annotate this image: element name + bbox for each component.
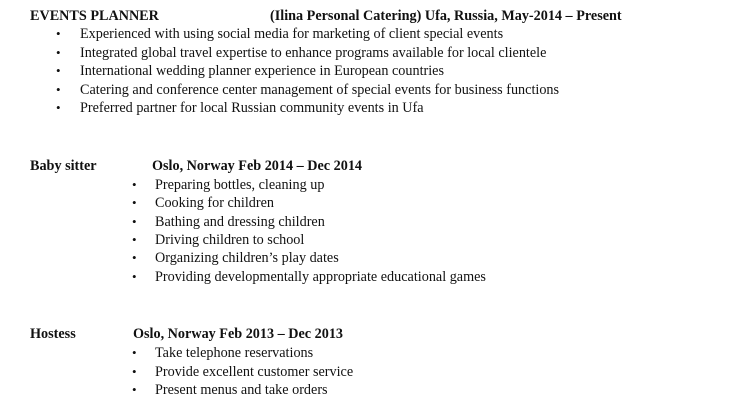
list-item: Experienced with using social media for marketing of client special events xyxy=(80,26,504,42)
list-item: Provide excellent customer service xyxy=(155,364,354,380)
bullet-icon: • xyxy=(56,26,61,41)
list-item: Providing developmentally appropriate educational games xyxy=(155,269,486,285)
bullet-icon: • xyxy=(56,100,61,115)
job-title-baby-sitter: Baby sitter xyxy=(30,158,97,174)
bullet-icon: • xyxy=(132,269,137,284)
bullet-icon: • xyxy=(132,214,137,229)
job-title-hostess: Hostess xyxy=(30,326,76,342)
bullet-icon: • xyxy=(56,45,61,60)
list-item: Driving children to school xyxy=(155,232,305,248)
bullet-icon: • xyxy=(132,195,137,210)
bullet-icon: • xyxy=(132,232,137,247)
list-item: Cooking for children xyxy=(155,195,274,211)
bullet-icon: • xyxy=(56,82,61,97)
list-item: Bathing and dressing children xyxy=(155,214,325,230)
list-item: Integrated global travel expertise to enhance programs available for local clientele xyxy=(80,45,547,61)
job-title-events-planner: EVENTS PLANNER xyxy=(30,8,159,24)
list-item: Preparing bottles, cleaning up xyxy=(155,177,325,193)
bullet-icon: • xyxy=(132,382,137,397)
employer-baby-sitter: Oslo, Norway Feb 2014 – Dec 2014 xyxy=(152,158,363,174)
list-item: Catering and conference center management of special events for business functions xyxy=(80,82,560,98)
bullet-icon: • xyxy=(132,364,137,379)
bullet-icon: • xyxy=(56,63,61,78)
list-item: Take telephone reservations xyxy=(155,345,314,361)
employer-hostess: Oslo, Norway Feb 2013 – Dec 2013 xyxy=(133,326,344,342)
list-item: Organizing children’s play dates xyxy=(155,250,339,266)
bullet-icon: • xyxy=(132,250,137,265)
employer-events-planner: (Ilina Personal Catering) Ufa, Russia, May-2014 – Present xyxy=(270,8,622,24)
list-item: Preferred partner for local Russian community events in Ufa xyxy=(80,100,424,116)
list-item: Present menus and take orders xyxy=(155,382,328,398)
bullet-icon: • xyxy=(132,345,137,360)
list-item: International wedding planner experience in European countries xyxy=(80,63,444,79)
bullet-icon: • xyxy=(132,177,137,192)
